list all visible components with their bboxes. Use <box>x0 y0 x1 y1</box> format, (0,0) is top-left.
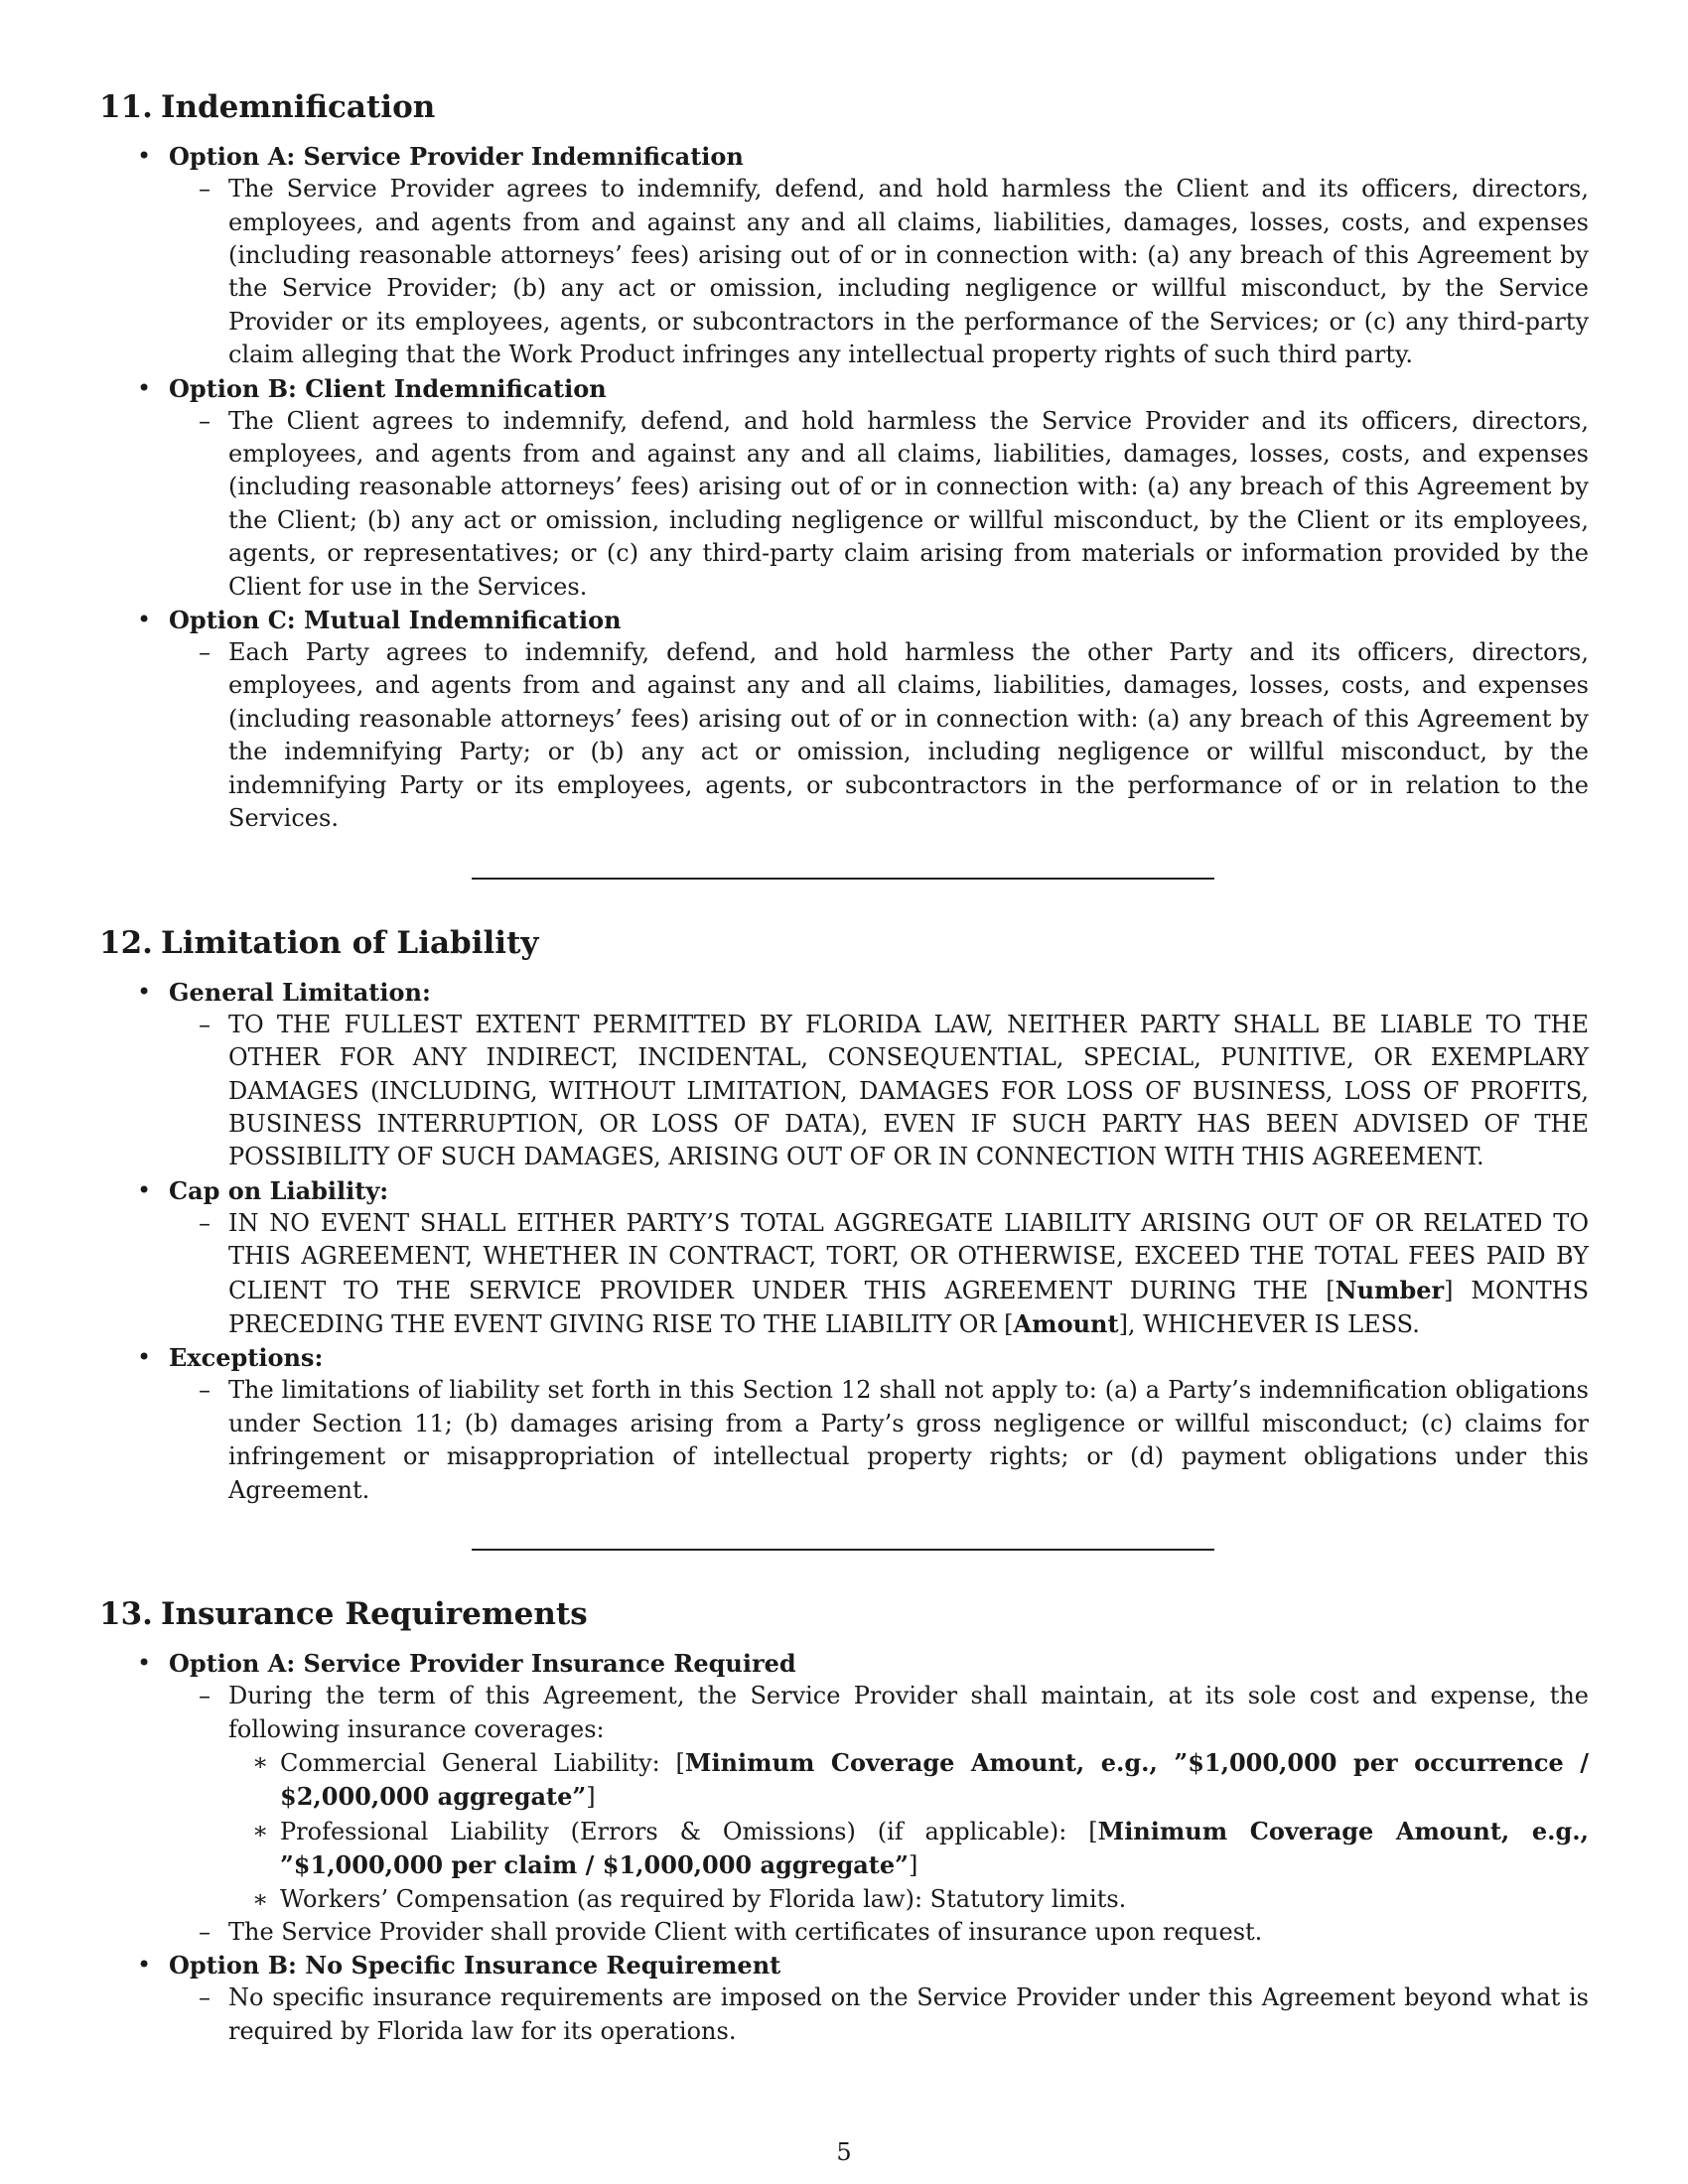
option-heading: • Option A: Service Provider Indemnification <box>169 142 744 172</box>
option-body <box>169 173 1589 371</box>
section-insurance-requirements <box>99 1596 1589 2048</box>
option-item <box>99 604 1589 835</box>
section-heading <box>99 925 1589 962</box>
section-number: 11. <box>99 89 153 125</box>
insurance-intro <box>169 1680 1589 1916</box>
coverage-amount: Minimum Coverage Amount, e.g., ”$1,000,000 per occurrence / $2,000,000 aggregate” <box>280 1747 1590 1812</box>
clause-item <box>99 976 1589 1174</box>
clause-heading: • Exceptions: <box>169 1343 324 1373</box>
option-text: – Each Party agrees to indemnify, defend, and hold harmless the other Party and its officers, directors, employees, and agents from and against any and all claims, liabilities, damages, losses, costs, and expenses (including reasonable attorneys’ fees) arising out of or in connection with: (a) any breach of this Agreement by the indemnifying Party; or (b) any act or omission, including negligence or willful misconduct, by the indemnifying Party or its employees, agents, or subcontractors in the performance of or in relation to the Services. <box>169 636 1589 835</box>
option-list <box>99 140 1589 835</box>
option-item <box>99 1647 1589 1949</box>
option-item <box>99 1949 1589 2048</box>
section-title: Indemnification <box>160 89 436 125</box>
certificates-text: – The Service Provider shall provide Client with certificates of insurance upon request. <box>169 1916 1589 1949</box>
option-list <box>99 1647 1589 2048</box>
option-body <box>169 1981 1589 2048</box>
option-body <box>169 405 1589 604</box>
clause-text: – TO THE FULLEST EXTENT PERMITTED BY FLORIDA LAW, NEITHER PARTY SHALL BE LIABLE TO THE OTHER FOR ANY INDIRECT, INCIDENTAL, CONSEQUENTIAL, SPECIAL, PUNITIVE, OR EXEMPLARY DAMAGES (INCLUDING, WITHOUT LIMITATION, DAMAGES FOR LOSS OF BUSINESS, LOSS OF PROFITS, BUSINESS INTERRUPTION, OR LOSS OF DATA), EVEN IF SUCH PARTY HAS BEEN ADVISED OF THE POSSIBILITY OF SUCH DAMAGES, ARISING OUT OF OR IN CONNECTION WITH THIS AGREEMENT. <box>169 1009 1589 1174</box>
amount-placeholder: Amount <box>1013 1308 1119 1338</box>
page-number: 5 <box>836 2138 852 2166</box>
clause-body <box>169 1009 1589 1174</box>
option-item <box>99 372 1589 604</box>
option-body <box>169 636 1589 835</box>
option-heading: • Option C: Mutual Indemnification <box>169 606 622 635</box>
option-text: – No specific insurance requirements are imposed on the Service Provider under this Agreement beyond what is required by Florida law for its operations. <box>169 1981 1589 2048</box>
section-title: Limitation of Liability <box>160 924 539 961</box>
clause-list <box>99 976 1589 1507</box>
section-heading <box>99 89 1589 126</box>
section-number: 12. <box>99 924 153 961</box>
clause-item <box>99 1174 1589 1342</box>
number-placeholder: Number <box>1335 1275 1445 1304</box>
clause-heading: • General Limitation: <box>169 977 431 1007</box>
coverage-label: Commercial General Liability: [ <box>280 1748 685 1777</box>
cap-text-part: IN NO EVENT SHALL EITHER PARTY’S TOTAL AGGREGATE LIABILITY ARISING OUT OF OR RELATED TO THIS AGREEMENT, WHETHER IN CONTRACT, TORT, OR OTHERWISE, EXCEED THE TOTAL FEES PAID BY CLIENT TO THE SERVICE PROVIDER UNDER THIS AGREEMENT DURING THE [ <box>228 1208 1589 1304</box>
section-limitation-of-liability <box>99 925 1589 1551</box>
option-heading: • Option B: Client Indemnification <box>169 373 607 403</box>
clause-body <box>169 1374 1589 1507</box>
coverage-amount: Minimum Coverage Amount, e.g., ”$1,000,000 per claim / $1,000,000 aggregate” <box>280 1816 1589 1880</box>
coverage-item <box>228 1746 1589 1815</box>
cap-text-part: ] MONTHS PRECEDING THE EVENT GIVING RISE TO THE LIABILITY OR [ <box>228 1276 1590 1338</box>
coverage-item <box>228 1883 1589 1916</box>
coverage-close: ] <box>586 1783 596 1812</box>
section-heading <box>99 1596 1589 1633</box>
section-title: Insurance Requirements <box>160 1595 588 1632</box>
coverage-label: Professional Liability (Errors & Omissions) (if applicable): [ <box>280 1817 1098 1845</box>
option-item <box>99 140 1589 371</box>
option-text: – The Service Provider agrees to indemnify, defend, and hold harmless the Client and its officers, directors, employees, and agents from and against any and all claims, liabilities, damages, losses, costs, and expenses (including reasonable attorneys’ fees) arising out of or in connection with: (a) any breach of this Agreement by the Service Provider; (b) any act or omission, including negligence or willful misconduct, by the Service Provider or its employees, agents, or subcontractors in the performance of the Services; or (c) any third-party claim alleging that the Work Product infringes any intellectual property rights of such third party. <box>169 173 1589 371</box>
coverage-list <box>228 1746 1589 1916</box>
section-indemnification <box>99 89 1589 880</box>
clause-text <box>169 1207 1589 1342</box>
section-number: 13. <box>99 1595 153 1632</box>
coverage-label: Workers’ Compensation (as required by Florida law): Statutory limits. <box>280 1884 1127 1913</box>
clause-heading: • Cap on Liability: <box>169 1175 389 1205</box>
clause-item <box>99 1341 1589 1507</box>
clause-body <box>169 1207 1589 1342</box>
option-text: – The Client agrees to indemnify, defend, and hold harmless the Service Provider and its officers, directors, employees, and agents from and against any and all claims, liabilities, damages, losses, costs, and expenses (including reasonable attorneys’ fees) arising out of or in connection with: (a) any breach of this Agreement by the Client; (b) any act or omission, including negligence or willful misconduct, by the Client or its employees, agents, or representatives; or (c) any third-party claim arising from materials or information provided by the Client for use in the Services. <box>169 405 1589 604</box>
insurance-intro-text: During the term of this Agreement, the Service Provider shall maintain, at its sole cost and expense, the following insurance coverages: <box>228 1682 1589 1743</box>
page-content <box>99 89 1589 2048</box>
clause-text: – The limitations of liability set forth in this Section 12 shall not apply to: (a) a Party’s indemnification obligations under Section 11; (b) damages arising from a Party’s gross negligence or willful misconduct; (c) claims for infringement or misappropriation of intellectual property rights; or (d) payment obligations under this Agreement. <box>169 1374 1589 1507</box>
option-heading: • Option A: Service Provider Insurance Required <box>169 1649 796 1679</box>
option-heading: • Option B: No Specific Insurance Requirement <box>169 1951 781 1980</box>
coverage-close: ] <box>908 1851 918 1880</box>
option-body <box>169 1680 1589 1949</box>
cap-text-part: ], WHICHEVER IS LESS. <box>1118 1309 1420 1338</box>
coverage-item <box>228 1815 1589 1883</box>
